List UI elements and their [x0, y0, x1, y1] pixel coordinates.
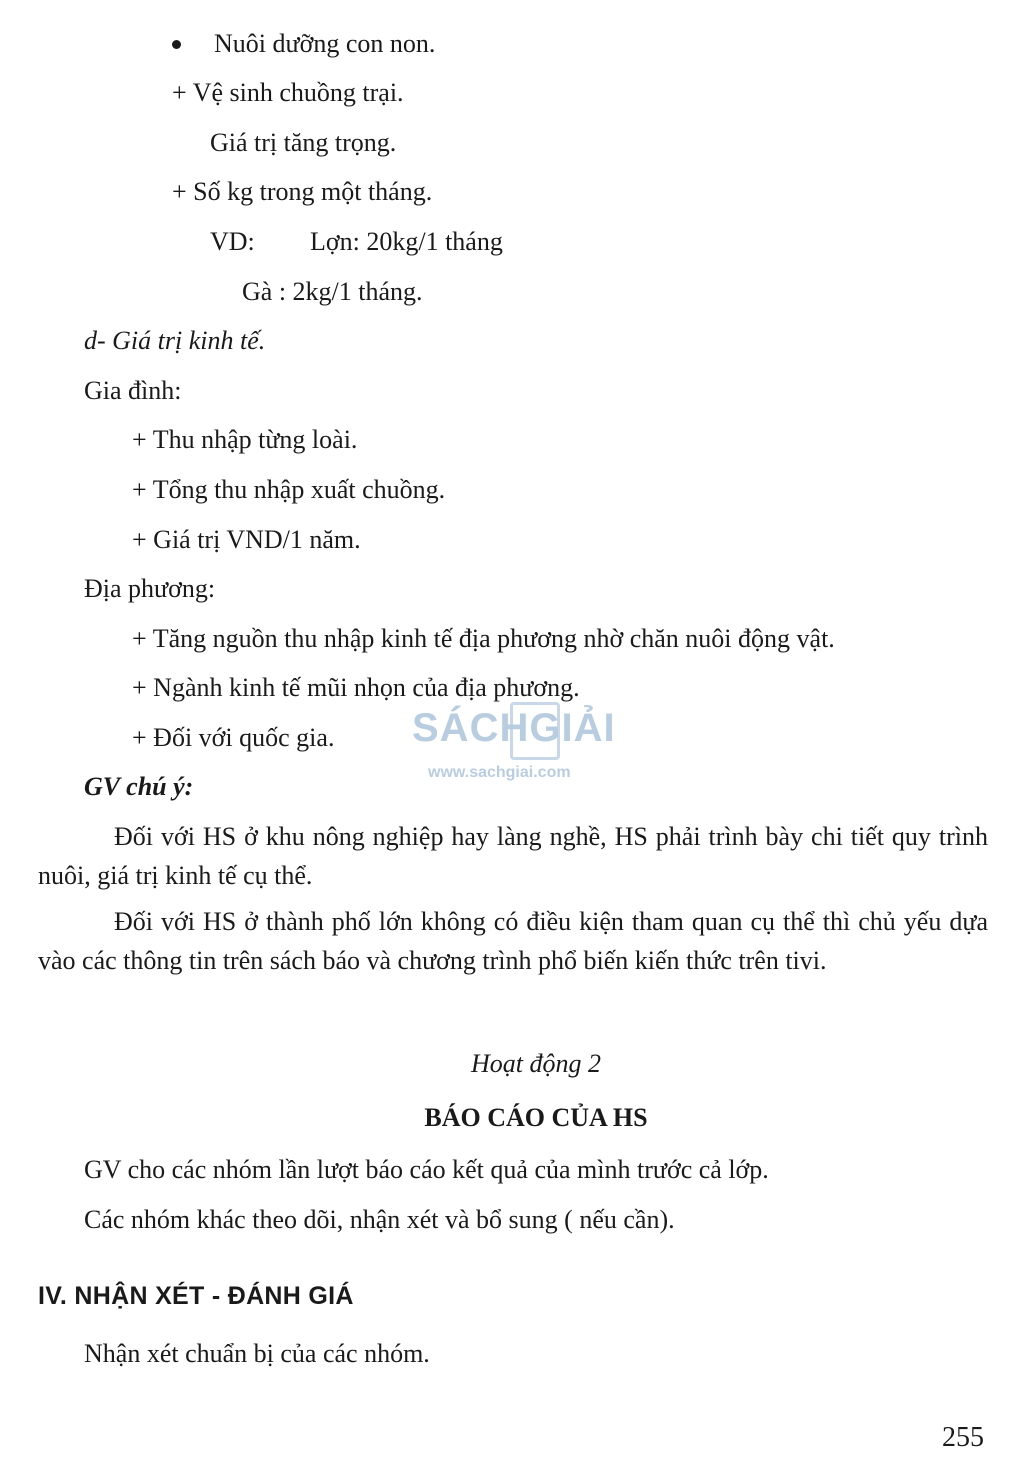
watermark-url: www.sachgiai.com — [428, 764, 571, 781]
activity-line-1: GV cho các nhóm lần lượt báo cáo kết quả của mình trước cả lớp. — [84, 1155, 769, 1184]
line-nuoi-duong: Nuôi dưỡng con non. — [214, 29, 436, 58]
subheading-gia-tri-kinh-te: d- Giá trị kinh tế. — [84, 326, 266, 355]
line-vd-label: VD: — [210, 227, 255, 256]
page-number: 255 — [942, 1422, 984, 1453]
line-thu-nhap: + Thu nhập từng loài. — [132, 425, 358, 454]
paragraph-thanh-pho: Đối với HS ở thành phố lớn không có điều kiện tham quan cụ thể thì chủ yếu dựa vào các thông tin trên sách báo và chương trình phổ biến kiến thức trên tivi. — [38, 907, 988, 975]
line-tong-thu-nhap: + Tổng thu nhập xuất chuồng. — [132, 475, 446, 504]
activity-line-2: Các nhóm khác theo dõi, nhận xét và bổ sung ( nếu cần). — [84, 1205, 675, 1234]
section-heading: IV. NHẬN XÉT - ĐÁNH GIÁ — [38, 1282, 354, 1310]
line-doi-voi-quoc-gia: + Đối với quốc gia. — [132, 723, 335, 752]
line-so-kg: + Số kg trong một tháng. — [172, 177, 433, 206]
line-vd-ga: Gà : 2kg/1 tháng. — [242, 277, 423, 306]
line-dia-phuong: Địa phương: — [84, 574, 216, 603]
paragraph-nong-nghiep: Đối với HS ở khu nông nghiệp hay làng nghề, HS phải trình bày chi tiết quy trình nuôi, giá trị kinh tế cụ thể. — [38, 822, 988, 890]
line-gia-tri-vnd: + Giá trị VND/1 năm. — [132, 525, 361, 554]
watermark-frame — [510, 702, 560, 760]
watermark — [412, 702, 616, 782]
activity-title: Hoạt động 2 — [471, 1049, 601, 1078]
line-tang-nguon-thu: + Tăng nguồn thu nhập kinh tế địa phương nhờ chăn nuôi động vật. — [132, 624, 835, 653]
note-heading: GV chú ý: — [84, 772, 194, 801]
line-ve-sinh: + Vệ sinh chuồng trại. — [172, 78, 404, 107]
section-line-1: Nhận xét chuẩn bị của các nhóm. — [84, 1339, 430, 1368]
line-gia-dinh: Gia đình: — [84, 376, 182, 405]
bullet-dot — [172, 40, 181, 49]
watermark-logo: SÁCHGIẢI — [412, 706, 616, 750]
line-nganh-kinh-te: + Ngành kinh tế mũi nhọn của địa phương. — [132, 673, 580, 702]
activity-heading: BÁO CÁO CỦA HS — [424, 1103, 648, 1132]
line-vd-lon: Lợn: 20kg/1 tháng — [310, 227, 503, 256]
line-gia-tri-tang-trong: Giá trị tăng trọng. — [210, 128, 397, 157]
